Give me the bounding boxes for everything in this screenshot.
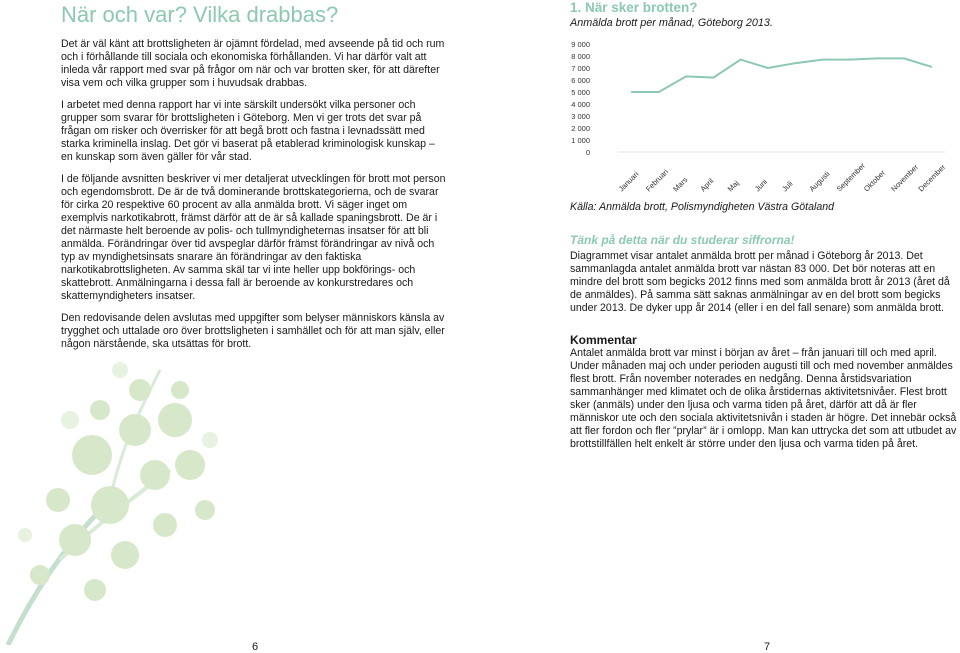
data-point — [903, 58, 905, 60]
comment-block — [570, 333, 960, 451]
data-point — [876, 58, 878, 60]
chart-source: Källa: Anmälda brott, Polismyndigheten Västra Götaland — [570, 201, 835, 213]
x-tick-label: April — [698, 176, 716, 194]
x-tick-label: Februari — [643, 167, 671, 194]
data-point — [740, 59, 742, 61]
x-tick-label: Maj — [725, 178, 741, 194]
data-point — [685, 76, 687, 78]
y-tick-label: 4 000 — [571, 100, 590, 109]
data-point — [713, 77, 715, 79]
x-tick-label: December — [916, 162, 948, 194]
sections-paragraph: I de följande avsnitten beskriver vi mer detaljerat utvecklingen för brott mot person och egendomsbrott. De är de två dominerande brottskategorierna, och de svarar för cirka 20 respektive 60 procent av alla anmälda brott. Vi säger inget om exemplvis narkotikabrott, främst därför att de är så kallade spaningsbrott. De är i det närmaste helt beroende av polis- och tullmyndigheternas insatser för att bli anmälda. Förändringar över tid avspeglar därför främst förändringar av nivå och typ av myndighetsinsats snarare än förändringar av den faktiska narkotikabrottsligheten. Av samma skäl tar vi inte heller upp bokförings- och skattebrott. Anmälningarna i dessa fall är beroende av konkurstredares och skattemyndigheters insatser. — [61, 173, 446, 302]
page-title: När och var? Vilka drabbas? — [61, 2, 339, 27]
data-point — [794, 62, 796, 64]
right-page — [570, 0, 960, 450]
y-tick-label: 7 000 — [571, 64, 590, 73]
x-tick-label: Oktober — [861, 168, 888, 194]
y-tick-label: 1 000 — [571, 136, 590, 145]
y-tick-label: 0 — [585, 148, 590, 157]
comment-heading: Kommentar — [570, 333, 637, 347]
data-point — [767, 67, 769, 69]
x-tick-label: September — [834, 161, 867, 194]
x-tick-label: Augusti — [807, 169, 832, 194]
y-tick-label: 5 000 — [571, 88, 590, 97]
y-tick-label: 3 000 — [571, 112, 590, 121]
x-tick-label: Mars — [671, 175, 690, 194]
data-point — [658, 91, 660, 93]
chart-subtitle: Anmälda brott per månad, Göteborg 2013. — [570, 17, 773, 29]
tree-decoration — [0, 300, 230, 645]
x-tick-label: November — [889, 162, 921, 194]
series-line — [632, 58, 932, 92]
think-paragraph: Diagrammet visar antalet anmälda brott per månad i Göteborg år 2013. Det sammanlagda antalet anmälda brott var nästan 83 000. Det bör noteras att en mindre del brott som begicks 2012 finns med som anmälda brott år 2013 (året då de anmäldes). På samma sätt saknas anmälningar av en del brott som begicks under 2013. De dyker upp år 2014 (eller i en del fall senare) som anmälda brott. — [570, 250, 950, 314]
page-number-left: 6 — [252, 641, 259, 653]
report-paragraph: I arbetet med denna rapport har vi inte särskilt undersökt vilka personer och grupper som svarar för brottsligheten i Göteborg. Men vi ger trots det svar på frågan om risker och överrisker för att begå brott och fastna i levnadssätt med starka kriminella inslag. Det gör vi baserat på etablerad kriminologisk kunskap – en kunskap som även gäller för vår stad. — [61, 99, 435, 163]
comment-paragraph: Antalet anmälda brott var minst i början av året – från januari till och med april. Under månaden maj och under perioden augusti till och med november anmäldes flest brott. Från november noterades en nedgång. Denna årstidsvariation sammanhänger med klimatet och de olika årstidernas aktivitetsnivåer. Flest brott sker (anmäls) under den ljusa och varma tiden på året, därför att då är fler människor ute och den sociala aktivitetsnivån i staden är högre. Det innebär också att fler fordon och fler ”prylar” är i omlopp. Man kan uttrycka det som att utbudet av brottstillfällen helt enkelt är större under den ljusa och varma tiden på året. — [570, 347, 957, 450]
y-tick-label: 6 000 — [571, 76, 590, 85]
data-point — [849, 59, 851, 61]
data-point — [822, 59, 824, 61]
y-tick-label: 8 000 — [571, 52, 590, 61]
y-tick-label: 9 000 — [571, 40, 590, 49]
intro-paragraph: Det är väl känt att brottsligheten är ojämnt fördelad, med avseende på tid och rum och i förhållande till sociala och ekonomiska förhållanden. Vi har därför valt att inleda vår rapport med svar på frågor om när och var brotten sker, för att därefter visa vem och vilka grupper som i huvudsak drabbas. — [61, 38, 445, 89]
monthly-crime-chart — [570, 36, 960, 196]
y-tick-label: 2 000 — [571, 124, 590, 133]
section-heading: 1. När sker brotten? — [570, 0, 698, 15]
x-tick-label: Juni — [752, 177, 770, 194]
x-tick-label: Juli — [780, 179, 795, 194]
think-heading: Tänk på detta när du studerar siffrorna! — [570, 233, 795, 247]
data-point — [931, 66, 933, 68]
page-number-right: 7 — [764, 641, 771, 653]
closing-paragraph: Den redovisande delen avslutas med uppgifter som belyser människors känsla av trygghet och uttalade oro över brottsligheten i samhället och för att man själv, eller någon närstående, ska utsättas för brott. — [61, 312, 445, 350]
x-tick-label: Januari — [616, 169, 641, 194]
data-point — [631, 91, 633, 93]
